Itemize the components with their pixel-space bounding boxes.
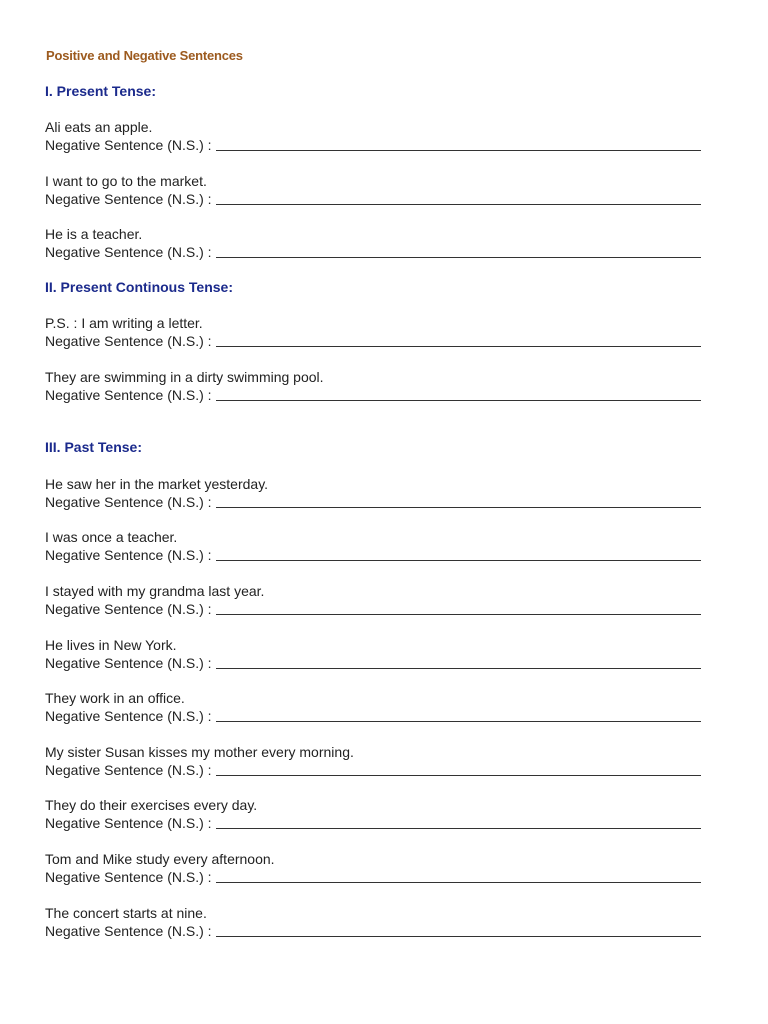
answer-row [45,190,725,208]
answer-blank-line[interactable] [216,775,701,776]
exercise-item [45,118,725,154]
answer-label: Negative Sentence (N.S.) : [45,762,212,778]
answer-row [45,761,725,779]
answer-label: Negative Sentence (N.S.) : [45,815,212,831]
exercise-item [45,796,725,832]
exercise-item [45,528,725,564]
positive-sentence: My sister Susan kisses my mother every morning. [45,744,354,760]
answer-blank-line[interactable] [216,507,701,508]
exercise-item [45,314,725,350]
answer-label: Negative Sentence (N.S.) : [45,333,212,349]
section-heading-past-tense: III. Past Tense: [45,439,142,455]
positive-sentence: They do their exercises every day. [45,797,258,813]
exercise-item [45,475,725,511]
answer-label: Negative Sentence (N.S.) : [45,601,212,617]
answer-label: Negative Sentence (N.S.) : [45,387,212,403]
answer-label: Negative Sentence (N.S.) : [45,708,212,724]
exercise-item [45,743,725,779]
positive-sentence: They work in an office. [45,690,185,706]
answer-label: Negative Sentence (N.S.) : [45,137,212,153]
answer-row [45,386,725,404]
answer-row [45,243,725,261]
answer-blank-line[interactable] [216,400,701,401]
answer-row [45,332,725,350]
positive-sentence: He is a teacher. [45,226,143,242]
answer-label: Negative Sentence (N.S.) : [45,191,212,207]
answer-label: Negative Sentence (N.S.) : [45,655,212,671]
answer-row [45,654,725,672]
answer-blank-line[interactable] [216,204,701,205]
answer-blank-line[interactable] [216,936,701,937]
answer-row [45,707,725,725]
positive-sentence: P.S. : I am writing a letter. [45,315,203,331]
positive-sentence: The concert starts at nine. [45,905,207,921]
positive-sentence: I stayed with my grandma last year. [45,583,265,599]
exercise-item [45,368,725,404]
answer-blank-line[interactable] [216,828,701,829]
exercise-item [45,636,725,672]
answer-row [45,136,725,154]
positive-sentence: Tom and Mike study every afternoon. [45,851,275,867]
answer-row [45,546,725,564]
exercise-item [45,850,725,886]
page-title: Positive and Negative Sentences [46,48,243,63]
answer-row [45,922,725,940]
exercise-item [45,582,725,618]
answer-blank-line[interactable] [216,560,701,561]
positive-sentence: They are swimming in a dirty swimming pool. [45,369,324,385]
answer-blank-line[interactable] [216,614,701,615]
section-heading-present-tense: I. Present Tense: [45,83,157,99]
positive-sentence: Ali eats an apple. [45,119,153,135]
answer-blank-line[interactable] [216,668,701,669]
answer-label: Negative Sentence (N.S.) : [45,244,212,260]
positive-sentence: I was once a teacher. [45,529,178,545]
exercise-item [45,904,725,940]
section-heading-present-continuous-tense: II. Present Continous Tense: [45,279,233,295]
answer-blank-line[interactable] [216,721,701,722]
exercise-item [45,172,725,208]
answer-label: Negative Sentence (N.S.) : [45,547,212,563]
answer-label: Negative Sentence (N.S.) : [45,869,212,885]
answer-blank-line[interactable] [216,882,701,883]
exercise-item [45,689,725,725]
exercise-item [45,225,725,261]
positive-sentence: I want to go to the market. [45,173,207,189]
answer-label: Negative Sentence (N.S.) : [45,923,212,939]
answer-row [45,493,725,511]
positive-sentence: He saw her in the market yesterday. [45,476,269,492]
answer-row [45,600,725,618]
positive-sentence: He lives in New York. [45,637,177,653]
answer-row [45,868,725,886]
answer-blank-line[interactable] [216,150,701,151]
answer-blank-line[interactable] [216,257,701,258]
answer-label: Negative Sentence (N.S.) : [45,494,212,510]
answer-row [45,814,725,832]
answer-blank-line[interactable] [216,346,701,347]
